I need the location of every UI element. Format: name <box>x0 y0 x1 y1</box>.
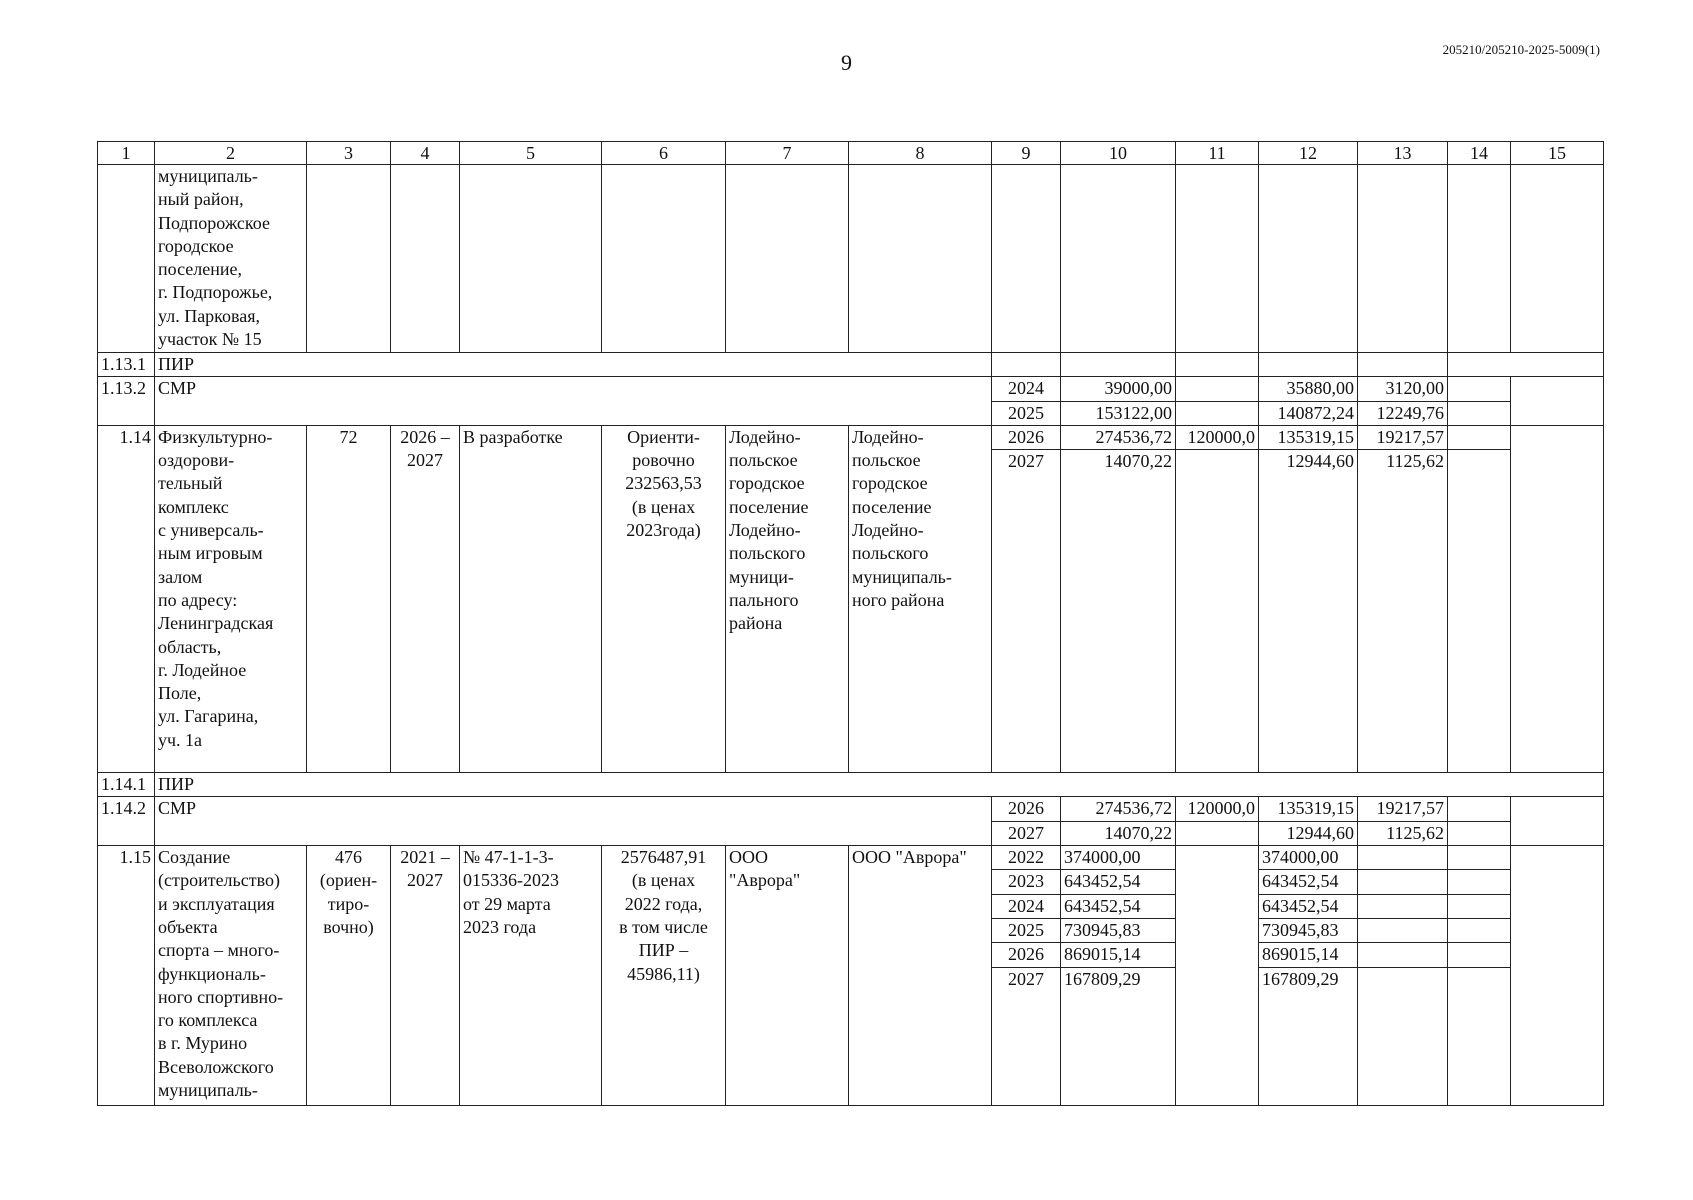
cell <box>1448 401 1511 425</box>
cell <box>1448 846 1511 870</box>
cost-cell: Ориенти- ровочно 232563,53 (в ценах 2023года) <box>602 425 726 772</box>
register-table <box>97 141 1604 1106</box>
amount-regional: 730945,83 <box>1259 918 1358 942</box>
column-header: 10 <box>1061 142 1176 165</box>
cell <box>1448 918 1511 942</box>
expertise-cell: № 47-1-1-3- 015336-2023 от 29 марта 2023 года <box>460 846 602 1105</box>
customer-cell: ООО "Аврора" <box>726 846 849 1105</box>
cell <box>1448 165 1511 353</box>
cell <box>1448 450 1511 773</box>
row-number <box>98 165 155 353</box>
row-number: 1.14 <box>98 425 155 772</box>
cost-cell: 2576487,91 (в ценах 2022 года, в том числе ПИР – 45986,11) <box>602 846 726 1105</box>
amount-total: 274536,72 <box>1061 425 1176 449</box>
cell <box>1511 797 1604 846</box>
amount-total: 643452,54 <box>1061 894 1176 918</box>
amount-total: 643452,54 <box>1061 870 1176 894</box>
year-cell: 2023 <box>992 870 1061 894</box>
amount-total: 14070,22 <box>1061 450 1176 773</box>
table-row <box>98 377 1604 401</box>
column-header: 6 <box>602 142 726 165</box>
year-cell: 2024 <box>992 894 1061 918</box>
amount-regional: 140872,24 <box>1259 401 1358 425</box>
amount-total: 167809,29 <box>1061 967 1176 1105</box>
cell <box>1511 377 1604 426</box>
amount-regional: 374000,00 <box>1259 846 1358 870</box>
cell <box>1448 870 1511 894</box>
header-row <box>98 142 1604 165</box>
year-cell: 2026 <box>992 797 1061 821</box>
cell <box>1061 165 1176 353</box>
cell <box>1448 943 1511 967</box>
cell <box>1358 165 1448 353</box>
row-number: 1.14.1 <box>98 773 155 797</box>
cell <box>1358 846 1448 870</box>
cell <box>307 165 391 353</box>
cell <box>1448 797 1511 821</box>
cell <box>1358 894 1448 918</box>
row-number: 1.15 <box>98 846 155 1105</box>
row-number: 1.13.2 <box>98 377 155 426</box>
row-number: 1.13.1 <box>98 353 155 377</box>
cell <box>992 165 1061 353</box>
amount-federal <box>1176 450 1259 773</box>
object-name: Физкультурно- оздорови- тельный комплекс с универсаль- ным игровым залом по адресу: Ленинградская область, г. Лодейное Поле, ул. Гагарина, уч. 1а <box>155 425 307 772</box>
amount-federal: 120000,0 <box>1176 425 1259 449</box>
row-label: СМР <box>155 797 992 846</box>
year-cell: 2022 <box>992 846 1061 870</box>
table-row <box>98 797 1604 821</box>
column-header: 4 <box>391 142 460 165</box>
cell <box>1448 425 1511 449</box>
amount-local: 19217,57 <box>1358 425 1448 449</box>
year-cell: 2025 <box>992 401 1061 425</box>
period-cell: 2021 – 2027 <box>391 846 460 1105</box>
amount-regional: 135319,15 <box>1259 425 1358 449</box>
cell <box>1259 353 1358 377</box>
cell <box>1448 821 1511 845</box>
amount-total: 274536,72 <box>1061 797 1176 821</box>
row-label: СМР <box>155 377 992 426</box>
amount-total: 374000,00 <box>1061 846 1176 870</box>
capacity-cell: 72 <box>307 425 391 772</box>
cell <box>726 165 849 353</box>
cell <box>992 353 1061 377</box>
amount-total: 153122,00 <box>1061 401 1176 425</box>
cell <box>1448 353 1604 377</box>
row-label: ПИР <box>155 353 992 377</box>
year-cell: 2026 <box>992 943 1061 967</box>
table-row <box>98 773 1604 797</box>
cell <box>1511 425 1604 772</box>
amount-total: 730945,83 <box>1061 918 1176 942</box>
customer-cell: Лодейно- польское городское поселение Лодейно- польского муници- пального района <box>726 425 849 772</box>
year-cell: 2026 <box>992 425 1061 449</box>
cell <box>1358 918 1448 942</box>
object-name: Создание (строительство) и эксплуатация объекта спорта – много- функциональ- ного спортивно- го комплекса в г. Мурино Всеволожского муниципаль- <box>155 846 307 1105</box>
amount-federal: 120000,0 <box>1176 797 1259 821</box>
year-cell: 2027 <box>992 821 1061 845</box>
cell <box>1176 846 1259 1105</box>
row-number: 1.14.2 <box>98 797 155 846</box>
column-header: 7 <box>726 142 849 165</box>
table-row <box>98 165 1604 353</box>
amount-regional: 35880,00 <box>1259 377 1358 401</box>
developer-cell: Лодейно- польское городское поселение Лодейно- польского муниципаль- ного района <box>849 425 992 772</box>
cell <box>602 165 726 353</box>
column-header: 13 <box>1358 142 1448 165</box>
cell <box>1448 377 1511 401</box>
cell <box>460 165 602 353</box>
amount-regional: 12944,60 <box>1259 821 1358 845</box>
cell <box>1358 353 1448 377</box>
amount-local: 12249,76 <box>1358 401 1448 425</box>
year-cell: 2027 <box>992 450 1061 773</box>
amount-federal <box>1176 821 1259 845</box>
cell <box>1358 967 1448 1105</box>
amount-local: 1125,62 <box>1358 450 1448 773</box>
cell <box>1061 353 1176 377</box>
cell <box>1176 353 1259 377</box>
document-id: 205210/205210-2025-5009(1) <box>1442 42 1600 57</box>
amount-regional: 643452,54 <box>1259 894 1358 918</box>
cell <box>1448 967 1511 1105</box>
column-header: 14 <box>1448 142 1511 165</box>
capacity-cell: 476 (ориен- тиро- вочно) <box>307 846 391 1105</box>
column-header: 3 <box>307 142 391 165</box>
period-cell: 2026 – 2027 <box>391 425 460 772</box>
developer-cell: ООО "Аврора" <box>849 846 992 1105</box>
column-header: 1 <box>98 142 155 165</box>
amount-local: 3120,00 <box>1358 377 1448 401</box>
amount-federal <box>1176 377 1259 401</box>
amount-local: 1125,62 <box>1358 821 1448 845</box>
column-header: 8 <box>849 142 992 165</box>
column-header: 5 <box>460 142 602 165</box>
amount-regional: 12944,60 <box>1259 450 1358 773</box>
cell <box>1358 943 1448 967</box>
amount-regional: 167809,29 <box>1259 967 1358 1105</box>
year-cell: 2024 <box>992 377 1061 401</box>
amount-federal <box>1176 401 1259 425</box>
year-cell: 2025 <box>992 918 1061 942</box>
cell <box>849 165 992 353</box>
amount-total: 869015,14 <box>1061 943 1176 967</box>
amount-local: 19217,57 <box>1358 797 1448 821</box>
year-cell: 2027 <box>992 967 1061 1105</box>
cell <box>1511 846 1604 1105</box>
column-header: 15 <box>1511 142 1604 165</box>
page-number: 9 <box>841 50 852 75</box>
amount-regional: 643452,54 <box>1259 870 1358 894</box>
cell <box>391 165 460 353</box>
table-row <box>98 846 1604 870</box>
column-header: 11 <box>1176 142 1259 165</box>
cell <box>1259 165 1358 353</box>
row-label: ПИР <box>155 773 1604 797</box>
amount-regional: 869015,14 <box>1259 943 1358 967</box>
column-header: 2 <box>155 142 307 165</box>
cell <box>1511 165 1604 353</box>
amount-total: 39000,00 <box>1061 377 1176 401</box>
cell <box>1358 870 1448 894</box>
amount-total: 14070,22 <box>1061 821 1176 845</box>
cell <box>1448 894 1511 918</box>
column-header: 12 <box>1259 142 1358 165</box>
amount-regional: 135319,15 <box>1259 797 1358 821</box>
expertise-cell: В разработке <box>460 425 602 772</box>
column-header: 9 <box>992 142 1061 165</box>
table-row <box>98 353 1604 377</box>
cell <box>1176 165 1259 353</box>
object-name: муниципаль- ный район, Подпорожское городское поселение, г. Подпорожье, ул. Парковая, участок № 15 <box>155 165 307 353</box>
table-row <box>98 425 1604 449</box>
